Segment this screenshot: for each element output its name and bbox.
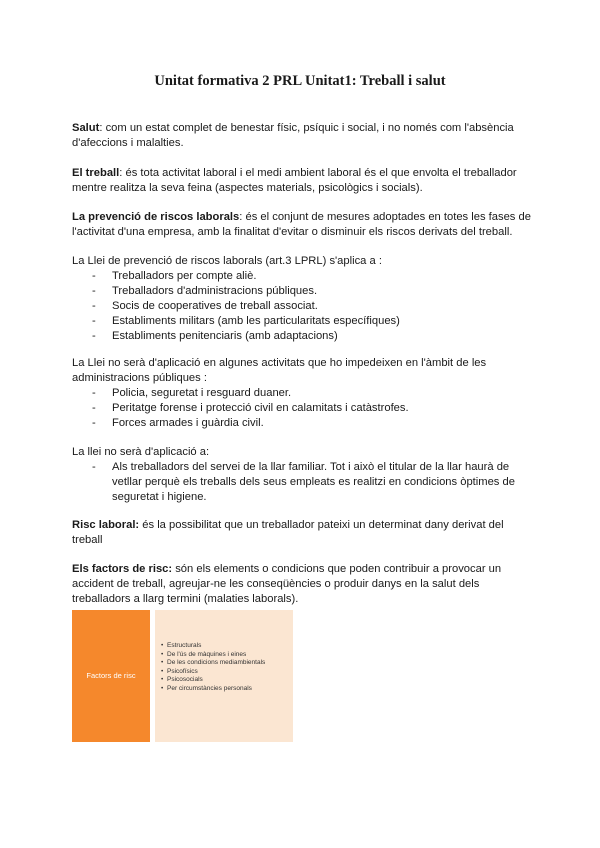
paragraph-risc <box>72 518 534 548</box>
no-aplica-1-list <box>72 386 534 431</box>
no-aplica-2-list <box>72 460 534 505</box>
no-aplica-2-intro: La llei no serà d'aplicació a: <box>72 446 210 458</box>
term-prevencio: La prevenció de riscos laborals <box>72 211 240 223</box>
list-item: • Psicofísics <box>161 668 293 677</box>
document-title: Unitat formativa 2 PRL Unitat1: Treball i salut <box>154 73 446 89</box>
definition-prevencio: : és el conjunt de mesures adoptades en totes les fases de l'activitat d'una empresa, amb la finalitat d'evitar o disminuir els riscos derivats del treball. <box>72 211 531 238</box>
factors-figure-list-box <box>155 610 293 742</box>
no-aplica-1-intro: La Llei no serà d'aplicació en algunes activitats que ho impedeixen en l'àmbit de les administracions públiques : <box>72 357 487 384</box>
term-salut: Salut <box>72 122 100 134</box>
list-item: • Estructurals <box>161 642 293 651</box>
definition-risc: és la possibilitat que un treballador pateixi un determinat dany derivat del treball <box>72 519 504 546</box>
list-item: - Establiments militars (amb les particularitats específiques) <box>72 314 534 329</box>
factors-figure <box>72 610 293 742</box>
list-item: - Forces armades i guàrdia civil. <box>72 416 534 431</box>
section-no-aplica-llar <box>72 445 534 505</box>
list-item: - Treballadors d'administracions públiques. <box>72 284 534 299</box>
list-item: - Socis de cooperatives de treball associat. <box>72 299 534 314</box>
factors-figure-label-box <box>72 610 150 742</box>
aplica-list <box>72 269 534 344</box>
list-item: - Establiments penitenciaris (amb adaptacions) <box>72 329 534 344</box>
section-aplica <box>72 254 534 344</box>
section-no-aplica-administracions <box>72 356 534 431</box>
list-item: • Per circumstàncies personals <box>161 685 293 694</box>
definition-treball: : és tota activitat laboral i el medi ambient laboral és el que envolta el treballador mentre realitza la seva feina (aspectes materials, psicològics i socials). <box>72 167 517 194</box>
definition-salut: : com un estat complet de benestar físic, psíquic i social, i no només com l'absència d'afeccions i malalties. <box>72 122 514 149</box>
list-item: • De les condicions mediambientals <box>161 659 293 668</box>
list-item: - Policia, seguretat i resguard duaner. <box>72 386 534 401</box>
list-item: • De l'ús de màquines i eines <box>161 651 293 660</box>
term-risc: Risc laboral: <box>72 519 140 531</box>
factors-list <box>155 642 293 694</box>
list-item: - Treballadors per compte aliè. <box>72 269 534 284</box>
term-factors: Els factors de risc: <box>72 563 173 575</box>
paragraph-factors <box>72 562 534 607</box>
factors-figure-label: Factors de risc <box>86 671 136 680</box>
aplica-intro: La Llei de prevenció de riscos laborals (art.3 LPRL) s'aplica a : <box>72 255 382 267</box>
list-item: • Psicosocials <box>161 676 293 685</box>
term-treball: El treball <box>72 167 120 179</box>
paragraph-treball <box>72 166 534 196</box>
paragraph-prevencio <box>72 210 534 240</box>
definition-factors: són els elements o condicions que poden contribuir a provocar un accident de treball, agreujar-ne les conseqüències o produir danys en la salut dels treballadors a llarg termini (malaties laborals). <box>72 563 502 605</box>
list-item: - Peritatge forense i protecció civil en calamitats i catàstrofes. <box>72 401 534 416</box>
paragraph-salut <box>72 121 534 151</box>
list-item: - Als treballadors del servei de la llar familiar. Tot i això el titular de la llar haurà de vetllar perquè els treballs dels seus empleats es realitzi en condicions òptimes de seguretat i higiene. <box>72 460 534 505</box>
